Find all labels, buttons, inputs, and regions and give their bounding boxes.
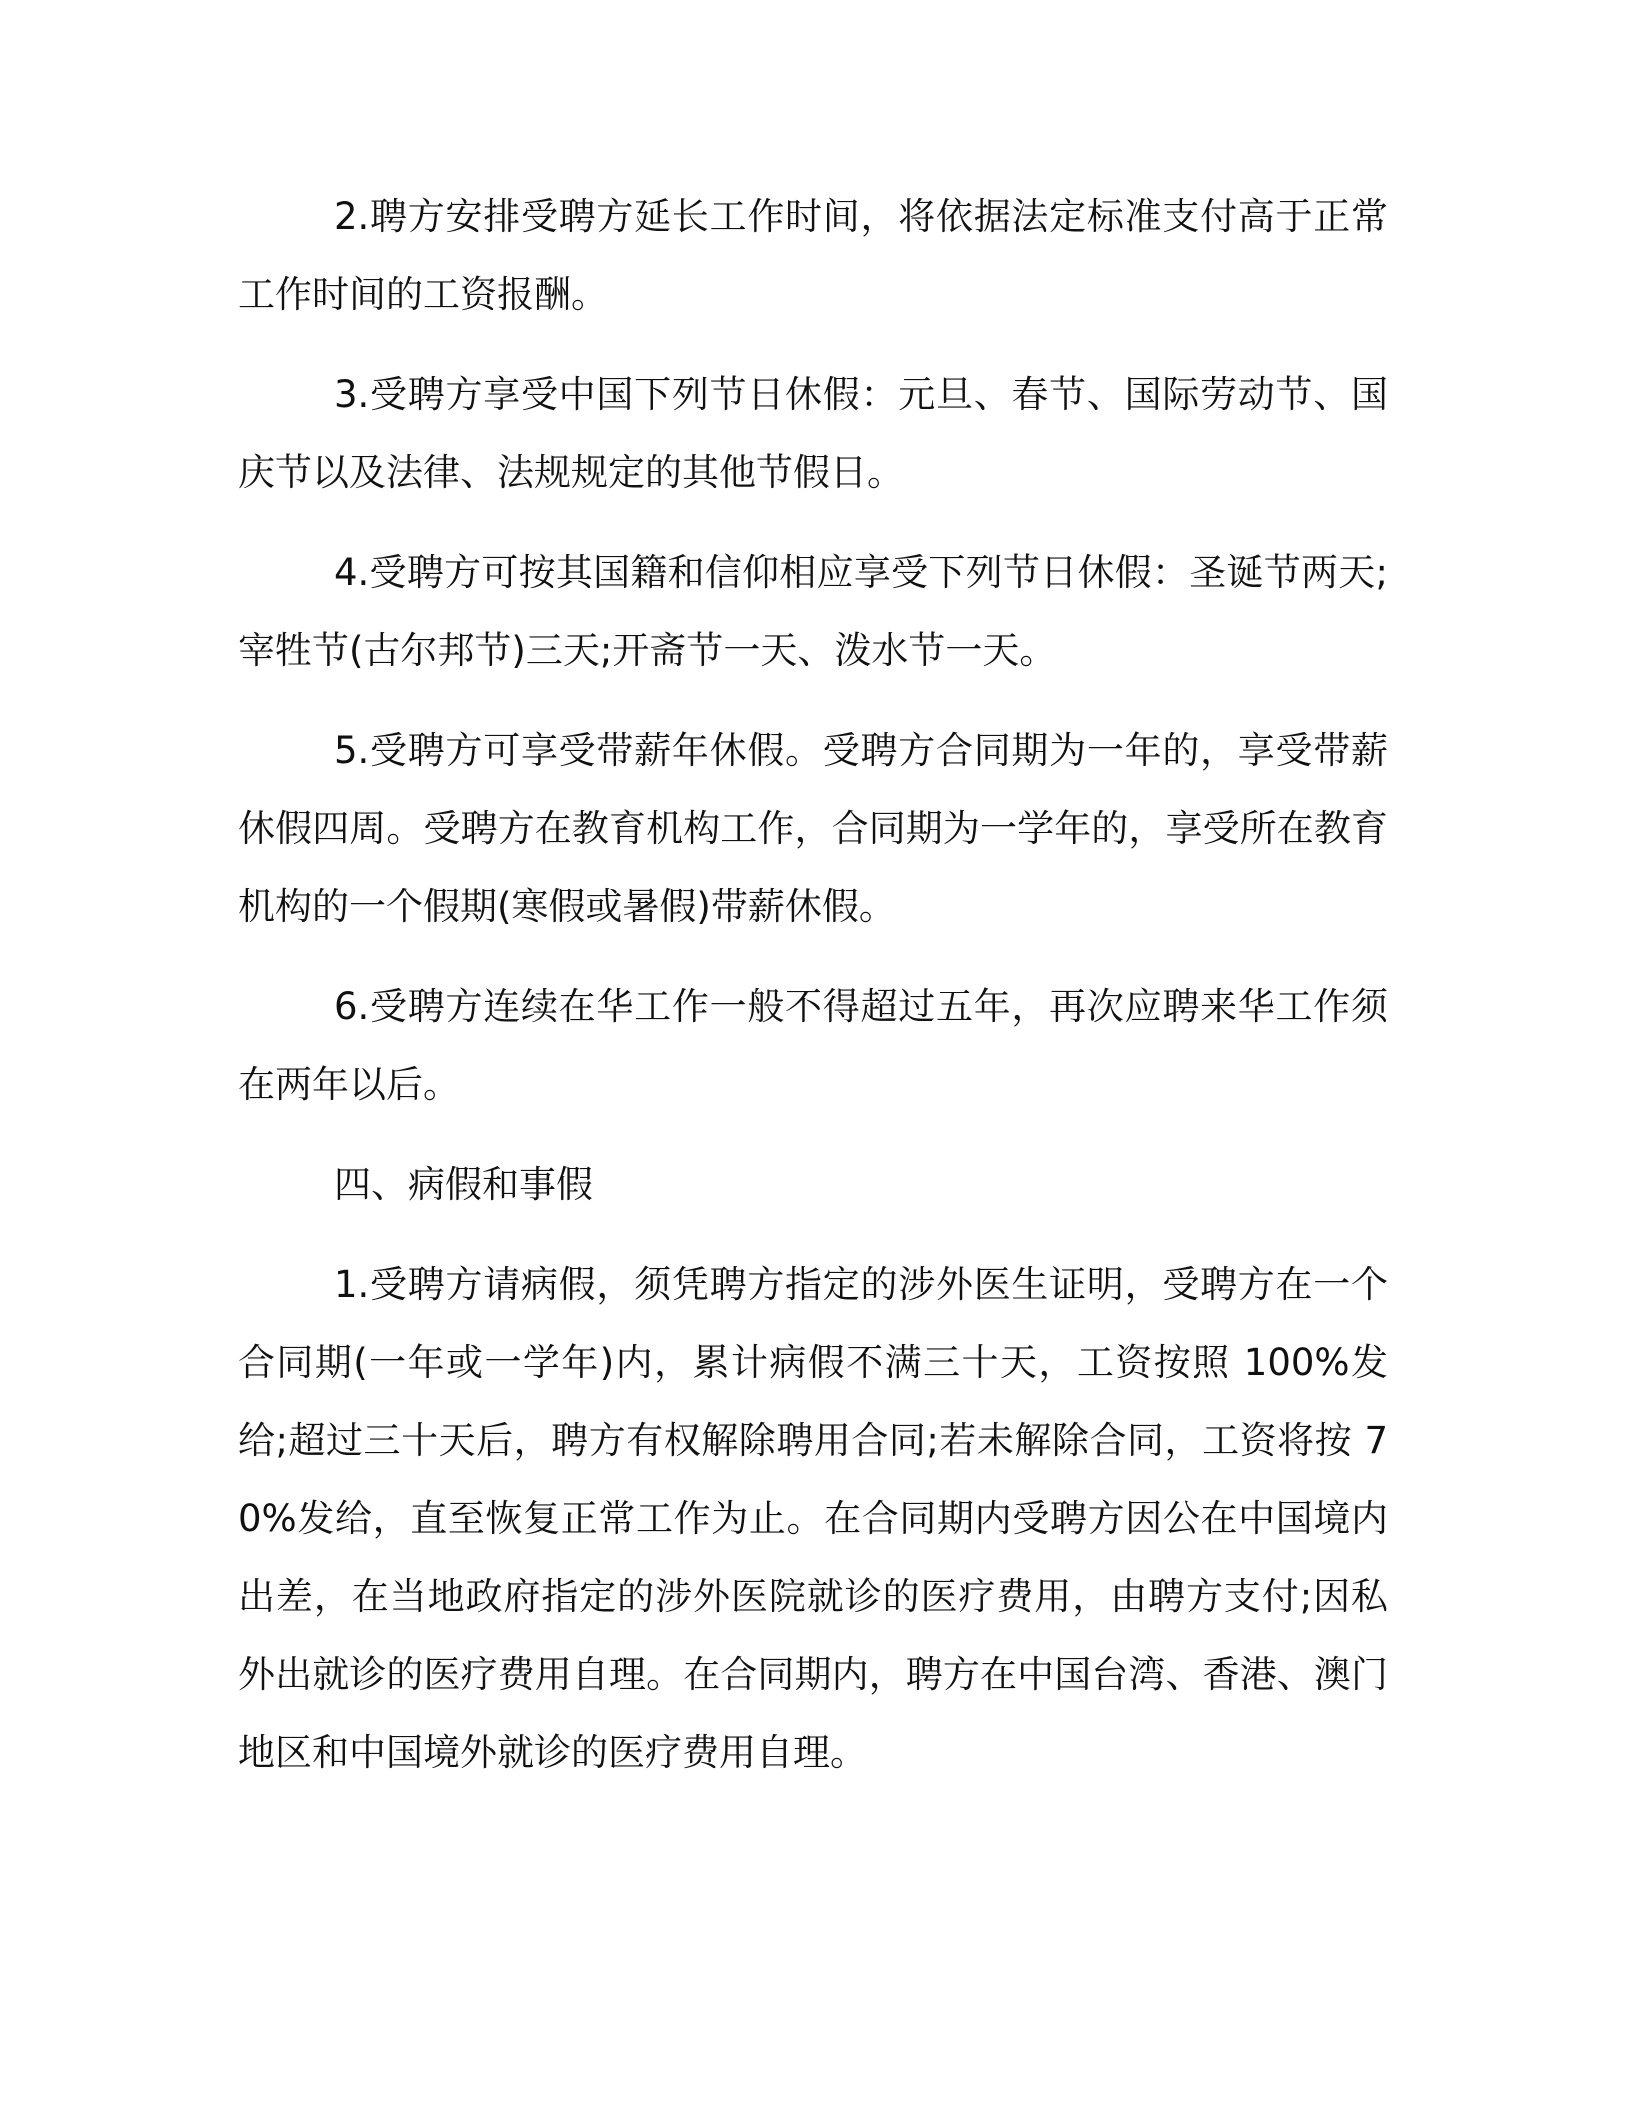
paragraph-paid-annual-leave: 5.受聘方可享受带薪年休假。受聘方合同期为一年的，享受带薪休假四周。受聘方在教育机构工作，合同期为一学年的，享受所在教育机构的一个假期(寒假或暑假)带薪休假。 xyxy=(238,729,1388,928)
document-body xyxy=(238,178,1388,1814)
paragraph-sick-leave: 1.受聘方请病假，须凭聘方指定的涉外医生证明，受聘方在一个合同期(一年或一学年)内，累计病假不满三十天，工资按照 100%发给;超过三十天后，聘方有权解除聘用合同;若未解除合同，工资将按 70%发给，直至恢复正常工作为止。在合同期内受聘方因公在中国境内出差，在当地政府指定的涉外医院就诊的医疗费用，由聘方支付;因私外出就诊的医疗费用自理。在合同期内，聘方在中国台湾、香港、澳门地区和中国境外就诊的医疗费用自理。 xyxy=(238,1263,1388,1774)
paragraph-public-holidays: 3.受聘方享受中国下列节日休假：元旦、春节、国际劳动节、国庆节以及法律、法规规定的其他节假日。 xyxy=(238,373,1388,494)
paragraph-overtime-pay: 2.聘方安排受聘方延长工作时间，将依据法定标准支付高于正常工作时间的工资报酬。 xyxy=(238,195,1388,316)
paragraph-work-term-limit: 6.受聘方连续在华工作一般不得超过五年，再次应聘来华工作须在两年以后。 xyxy=(238,985,1388,1106)
section-heading-sick-leave: 四、病假和事假 xyxy=(334,1163,593,1206)
paragraph-religious-holidays: 4.受聘方可按其国籍和信仰相应享受下列节日休假：圣诞节两天;宰牲节(古尔邦节)三天;开斋节一天、泼水节一天。 xyxy=(238,551,1388,672)
